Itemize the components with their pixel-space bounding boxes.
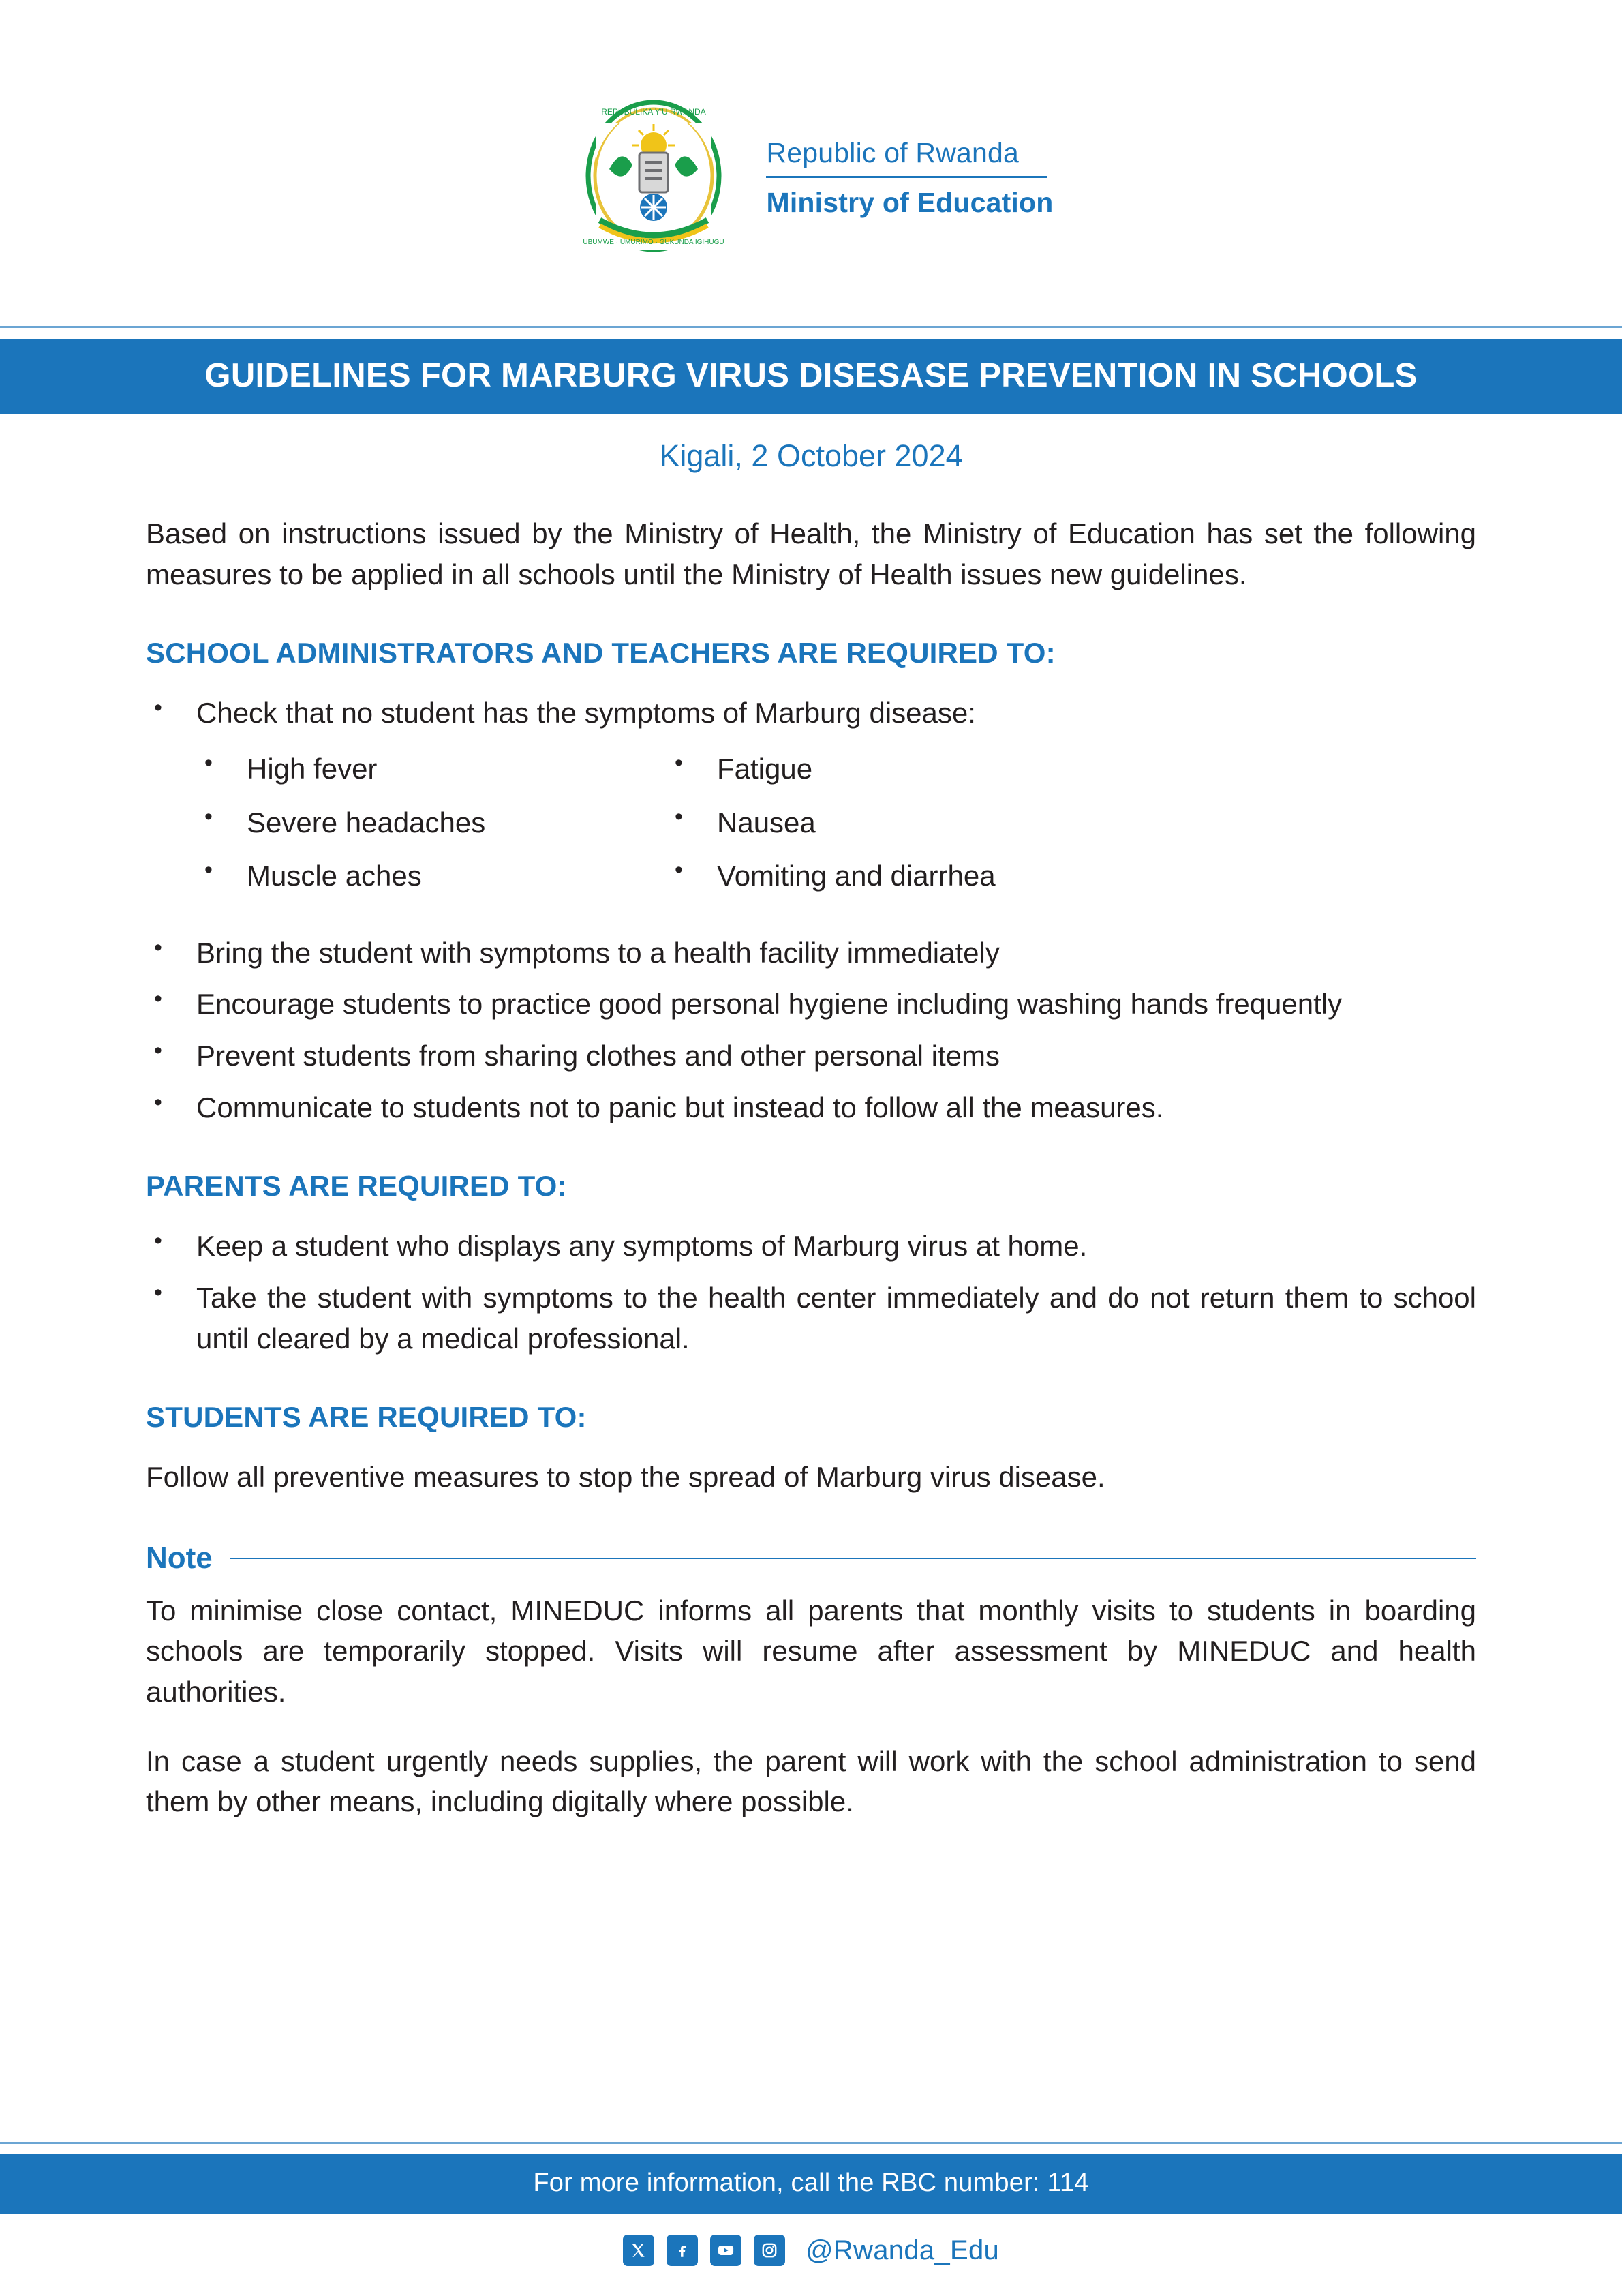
list-item: • Take the student with symptoms to the health center immediately and do not return them to school until cleared by a medical professional. <box>146 1278 1476 1359</box>
administrators-first-bullet-list <box>146 693 1476 734</box>
header-divider <box>0 326 1622 328</box>
svg-text:UBUMWE · UMURIMO · GUKUNDA IGI: UBUMWE · UMURIMO · GUKUNDA IGIHUGU <box>583 239 725 246</box>
svg-text:REPUBULIKA Y'U RWANDA: REPUBULIKA Y'U RWANDA <box>601 107 707 117</box>
republic-label: Republic of Rwanda <box>766 137 1047 178</box>
social-links-row <box>0 2214 1622 2296</box>
list-item: • Encourage students to practice good personal hygiene including washing hands frequently <box>146 984 1476 1025</box>
section-heading-students: STUDENTS ARE REQUIRED TO: <box>146 1401 587 1434</box>
list-item: • Severe headaches <box>195 802 665 843</box>
list-item: • Keep a student who displays any symptoms of Marburg virus at home. <box>146 1226 1476 1267</box>
parents-bullet-list <box>146 1226 1476 1359</box>
document-subtitle: Kigali, 2 October 2024 <box>659 438 963 473</box>
instagram-icon[interactable] <box>754 2235 785 2266</box>
social-handle[interactable]: @Rwanda_Edu <box>805 2235 1000 2265</box>
note-paragraph-2: In case a student urgently needs supplies, the parent will work with the school administration to send them by other means, including digitally where possible. <box>146 1744 1476 1818</box>
list-item: • Check that no student has the symptoms of Marburg disease: <box>146 693 1476 734</box>
header-text-block <box>766 133 1053 219</box>
note-paragraph-1: To minimise close contact, MINEDUC informs all parents that monthly visits to students in boarding schools are temporarily stopped. Visits will resume after assessment by MINEDUC and health authorities. <box>146 1594 1476 1708</box>
list-item: • High fever <box>195 749 665 789</box>
document-title-bar: GUIDELINES FOR MARBURG VIRUS DISESASE PREVENTION IN SCHOOLS <box>0 339 1622 414</box>
symptoms-columns <box>146 749 1476 909</box>
note-section <box>146 1541 1476 1822</box>
header-divider-gap <box>0 328 1622 339</box>
note-divider <box>230 1558 1476 1559</box>
rwanda-coat-of-arms-icon <box>568 80 739 271</box>
administrators-bullet-list <box>146 933 1476 1128</box>
list-item: • Prevent students from sharing clothes and other personal items <box>146 1036 1476 1076</box>
document-header <box>0 0 1622 326</box>
section-heading-parents: PARENTS ARE REQUIRED TO: <box>146 1170 567 1203</box>
footer-info-bar: For more information, call the RBC number: 114 <box>0 2154 1622 2214</box>
footer-divider <box>0 2142 1622 2144</box>
note-heading-row <box>146 1541 1476 1575</box>
document-footer <box>0 2142 1622 2296</box>
symptoms-column-right <box>665 749 1135 909</box>
symptoms-column-left <box>195 749 665 909</box>
x-twitter-icon[interactable] <box>623 2235 654 2266</box>
list-item: • Fatigue <box>665 749 1135 789</box>
list-item: • Muscle aches <box>195 856 665 896</box>
list-item: • Vomiting and diarrhea <box>665 856 1135 896</box>
document-body <box>0 481 1622 1822</box>
list-item: • Nausea <box>665 802 1135 843</box>
youtube-icon[interactable] <box>710 2235 741 2266</box>
note-label: Note <box>146 1541 213 1575</box>
list-item: • Bring the student with symptoms to a health facility immediately <box>146 933 1476 973</box>
list-item: • Communicate to students not to panic but instead to follow all the measures. <box>146 1087 1476 1128</box>
facebook-icon[interactable] <box>667 2235 698 2266</box>
students-paragraph: Follow all preventive measures to stop the spread of Marburg virus disease. <box>146 1461 1105 1494</box>
intro-paragraph: Based on instructions issued by the Ministry of Health, the Ministry of Education has set the following measures to be applied in all schools until the Ministry of Health issues new guidelines. <box>146 517 1476 590</box>
section-heading-administrators: SCHOOL ADMINISTRATORS AND TEACHERS ARE REQUIRED TO: <box>146 637 1056 669</box>
ministry-label: Ministry of Education <box>766 187 1054 218</box>
